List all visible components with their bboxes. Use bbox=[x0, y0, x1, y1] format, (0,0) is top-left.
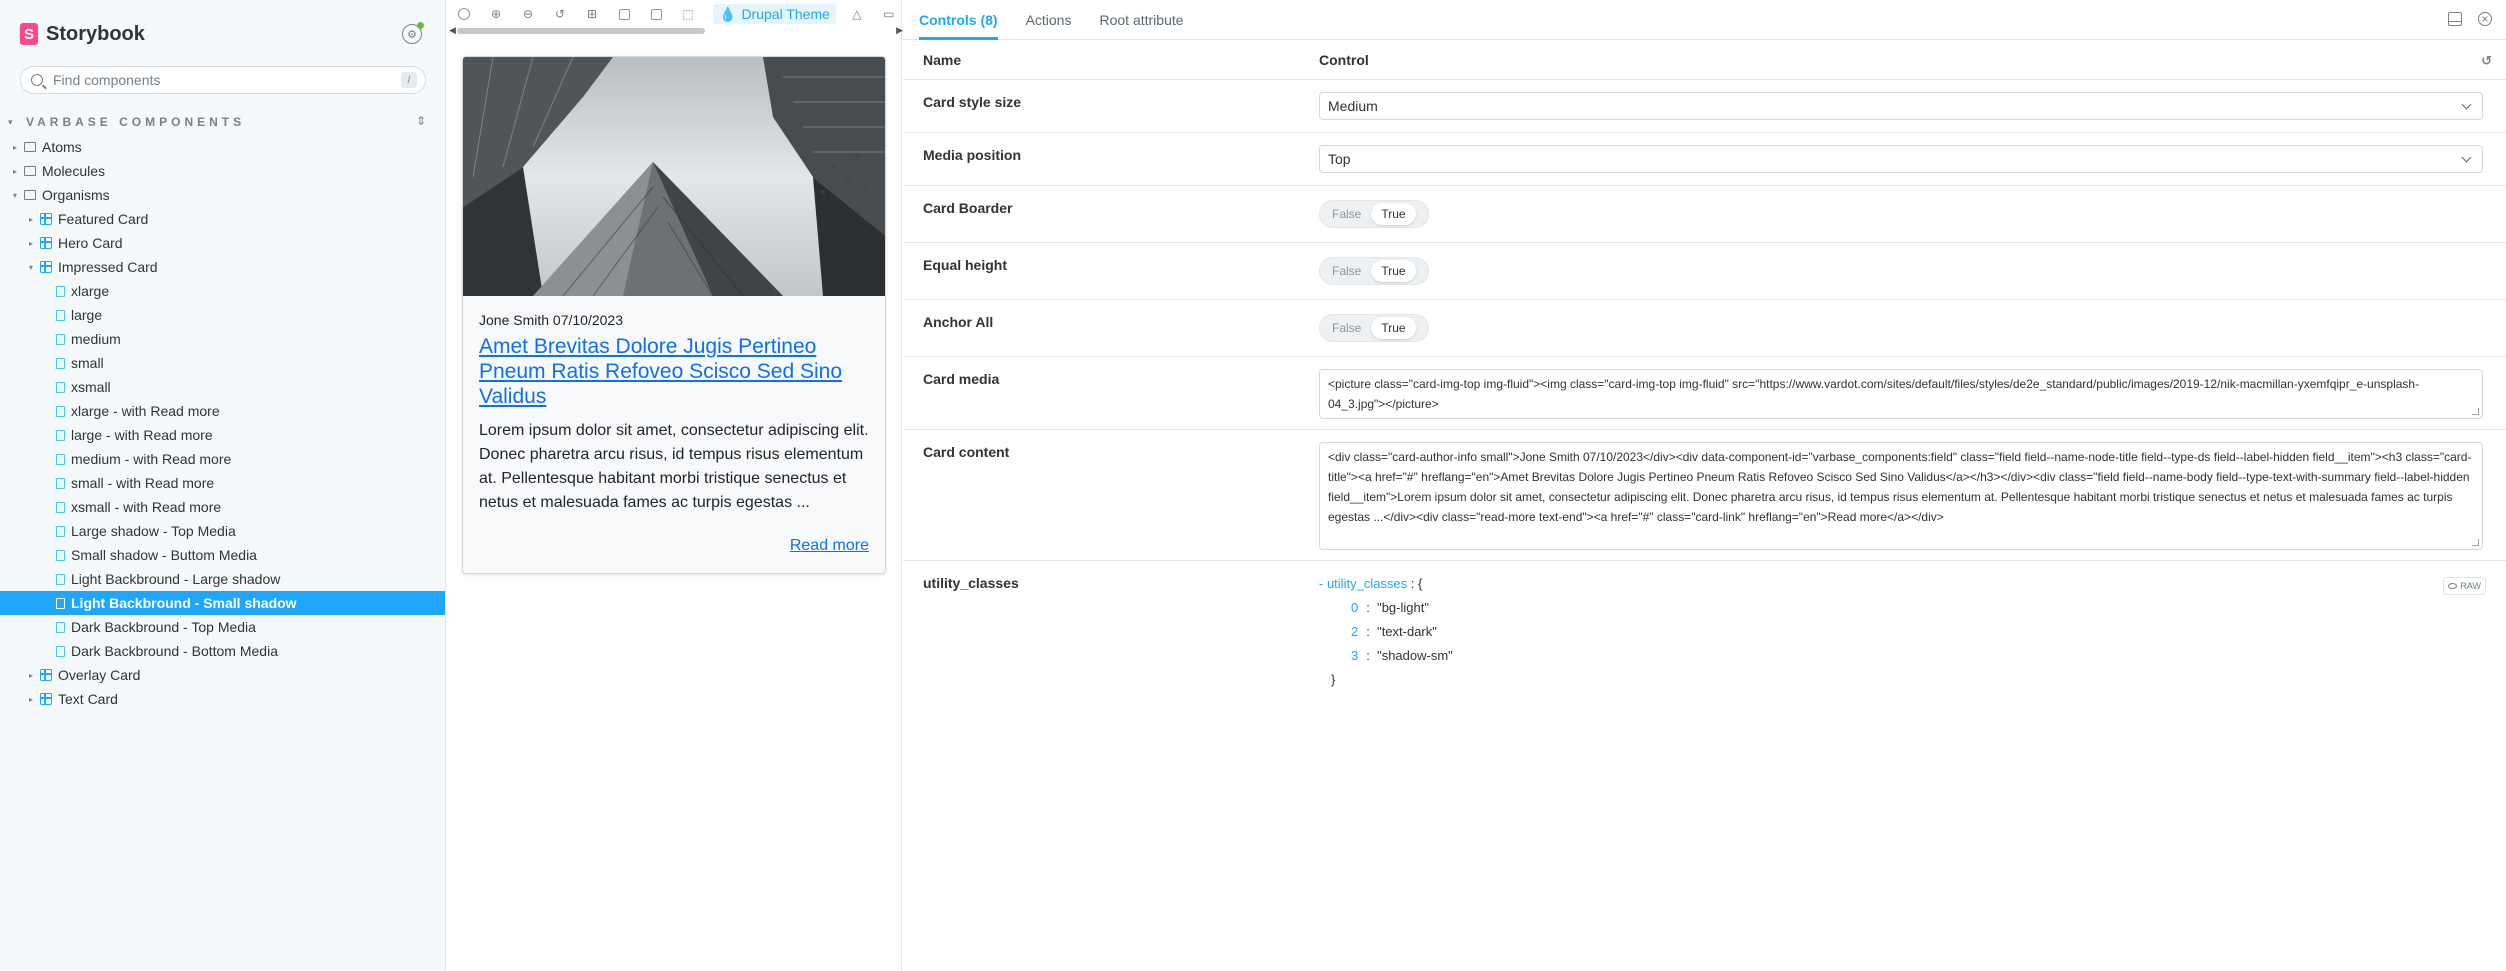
tree-item-label: xsmall bbox=[71, 379, 111, 395]
preview-panel bbox=[447, 0, 902, 971]
reload-icon[interactable] bbox=[457, 7, 471, 21]
chevron-down-icon bbox=[2462, 153, 2472, 163]
outline-icon[interactable]: ⬚ bbox=[682, 7, 694, 21]
card-title-link[interactable]: Amet Brevitas Dolore Jugis Pertineo Pneum Ratis Refoveo Scisco Sed Sino Validus bbox=[479, 335, 843, 408]
scroll-left-icon[interactable]: ◀ bbox=[449, 25, 456, 35]
story-item[interactable] bbox=[0, 279, 445, 303]
story-item[interactable] bbox=[0, 351, 445, 375]
component-tree bbox=[0, 135, 445, 711]
object-key: utility_classes bbox=[1326, 575, 1408, 591]
scroll-right-icon[interactable]: ▶ bbox=[896, 25, 903, 35]
folder-item[interactable] bbox=[0, 183, 445, 207]
control-row-card-style-size bbox=[903, 80, 2506, 133]
zoom-in-icon[interactable]: ⊕ bbox=[490, 7, 502, 21]
chevron-right-icon[interactable]: ▸ bbox=[28, 238, 33, 248]
search-box[interactable] bbox=[20, 66, 426, 94]
impressed-card bbox=[462, 56, 886, 574]
raw-toggle-button[interactable] bbox=[2443, 577, 2486, 595]
component-item[interactable] bbox=[0, 663, 445, 687]
component-item[interactable] bbox=[0, 231, 445, 255]
controls-table-header bbox=[903, 40, 2506, 80]
story-item[interactable] bbox=[0, 543, 445, 567]
card-author-info: Jone Smith 07/10/2023 bbox=[479, 312, 623, 328]
tab-controls[interactable]: Controls (8) bbox=[919, 0, 998, 39]
item-index: 3 bbox=[1351, 647, 1359, 663]
story-icon bbox=[56, 550, 65, 561]
chevron-down-icon[interactable]: ▾ bbox=[28, 262, 33, 272]
object-header[interactable]: - utility_classes : { bbox=[1319, 575, 1423, 591]
tree-item-label: Hero Card bbox=[58, 235, 123, 251]
update-badge bbox=[417, 22, 424, 29]
close-panel-icon[interactable]: ✕ bbox=[2478, 12, 2492, 26]
folder-icon bbox=[24, 190, 36, 200]
story-icon bbox=[56, 358, 65, 369]
story-icon bbox=[56, 622, 65, 633]
item-index: 2 bbox=[1351, 623, 1359, 639]
chevron-down-icon bbox=[2462, 100, 2472, 110]
search-shortcut-key: / bbox=[401, 72, 417, 88]
toggle-true[interactable]: True bbox=[1371, 260, 1415, 282]
reset-controls-icon[interactable]: ↺ bbox=[2481, 53, 2492, 68]
collapse-icon[interactable]: - bbox=[1319, 575, 1327, 591]
tab-root-attribute[interactable]: Root attribute bbox=[1099, 11, 1184, 28]
tree-item-label: large - with Read more bbox=[71, 427, 213, 443]
tree-item-label: Large shadow - Top Media bbox=[71, 523, 236, 539]
chevron-right-icon[interactable]: ▸ bbox=[28, 694, 33, 704]
control-name: utility_classes bbox=[923, 575, 1019, 591]
component-icon bbox=[40, 261, 52, 273]
droplet-icon: 💧 bbox=[719, 5, 737, 22]
tree-item-label: Atoms bbox=[42, 139, 82, 155]
preview-toolbar bbox=[447, 0, 902, 28]
tab-actions[interactable]: Actions bbox=[1025, 11, 1072, 28]
column-header-control: Control bbox=[1319, 52, 1369, 68]
chevron-right-icon[interactable]: ▸ bbox=[12, 142, 17, 152]
tree-item-label: Organisms bbox=[42, 187, 110, 203]
control-name: Equal height bbox=[923, 257, 1007, 273]
folder-icon bbox=[24, 142, 36, 152]
card-body bbox=[463, 296, 885, 515]
control-row-utility-classes bbox=[903, 561, 2506, 701]
sidebar bbox=[0, 0, 446, 971]
chevron-right-icon[interactable]: ▸ bbox=[28, 214, 33, 224]
zoom-out-icon[interactable]: ⊖ bbox=[522, 7, 534, 21]
folder-item[interactable] bbox=[0, 159, 445, 183]
tree-item-label: Overlay Card bbox=[58, 667, 141, 683]
story-item[interactable] bbox=[0, 399, 445, 423]
control-row-equal-height bbox=[903, 243, 2506, 300]
read-more-link[interactable]: Read more bbox=[789, 537, 869, 554]
item-index: 0 bbox=[1351, 599, 1359, 615]
story-item[interactable] bbox=[0, 519, 445, 543]
story-icon bbox=[56, 430, 65, 441]
story-item[interactable] bbox=[0, 639, 445, 663]
control-name: Anchor All bbox=[923, 314, 994, 330]
control-name: Card media bbox=[923, 371, 1000, 387]
background-icon[interactable] bbox=[617, 7, 631, 21]
folder-icon bbox=[24, 166, 36, 176]
toggle-true[interactable]: True bbox=[1371, 317, 1415, 339]
object-close-brace: } bbox=[1331, 671, 1336, 687]
card-style-size-select[interactable] bbox=[1319, 92, 2483, 120]
story-icon bbox=[56, 286, 65, 297]
tree-item-label: xlarge bbox=[71, 283, 110, 299]
card-content-textarea[interactable] bbox=[1319, 442, 2483, 550]
tree-item-label: Dark Backbround - Bottom Media bbox=[71, 643, 278, 659]
theme-switcher-button[interactable] bbox=[713, 4, 836, 24]
control-row-media-position bbox=[903, 133, 2506, 186]
tree-item-label: medium - with Read more bbox=[71, 451, 232, 467]
search-input[interactable] bbox=[53, 72, 393, 88]
card-media-image bbox=[463, 57, 886, 296]
control-row-card-boarder bbox=[903, 186, 2506, 243]
control-name: Card content bbox=[923, 444, 1010, 460]
grid-icon[interactable]: ⊞ bbox=[586, 7, 598, 21]
object-item[interactable]: 3 : "shadow-sm" bbox=[1351, 647, 1453, 663]
resize-handle-icon[interactable] bbox=[2472, 408, 2479, 415]
card-boarder-toggle[interactable] bbox=[1319, 200, 1429, 228]
control-name: Card style size bbox=[923, 94, 1022, 110]
object-open-brace: { bbox=[1418, 575, 1423, 591]
addons-panel bbox=[903, 0, 2506, 971]
textarea-value: <picture class="card-img-top img-fluid"><img class="card-img-top img-fluid" src="https://www.vardot.com/sites/default/files/styles/de2e_standard/public/images/2019-12/nik-macmillan-yxemfqipr_e-unsplash-04_3.jpg"></picture> bbox=[1328, 377, 2420, 411]
story-item[interactable] bbox=[0, 447, 445, 471]
raw-label: RAW bbox=[2460, 581, 2481, 591]
tree-item-label: Dark Backbround - Top Media bbox=[71, 619, 256, 635]
control-row-anchor-all bbox=[903, 300, 2506, 357]
measure-icon[interactable]: ▭ bbox=[883, 7, 895, 21]
story-item[interactable] bbox=[0, 495, 445, 519]
story-icon bbox=[56, 478, 65, 489]
resize-handle-icon[interactable] bbox=[2472, 539, 2479, 546]
eye-icon bbox=[2448, 583, 2457, 589]
story-item[interactable] bbox=[0, 591, 445, 615]
tree-item-label: small - with Read more bbox=[71, 475, 215, 491]
component-item[interactable] bbox=[0, 255, 445, 279]
story-icon bbox=[56, 454, 65, 465]
story-item[interactable] bbox=[0, 615, 445, 639]
tree-item-label: Light Backbround - Large shadow bbox=[71, 571, 281, 587]
component-icon bbox=[40, 693, 52, 705]
select-value: Top bbox=[1328, 151, 1351, 167]
object-item[interactable]: 2 : "text-dark" bbox=[1351, 623, 1437, 639]
tree-item-label: small bbox=[71, 355, 104, 371]
control-row-card-media bbox=[903, 357, 2506, 430]
component-icon bbox=[40, 669, 52, 681]
brand-name: Storybook bbox=[46, 22, 145, 45]
theme-label: Drupal Theme bbox=[741, 6, 830, 22]
tree-item-label: xsmall - with Read more bbox=[71, 499, 222, 515]
settings-icon[interactable]: ⚙ bbox=[402, 24, 422, 44]
story-icon bbox=[56, 334, 65, 345]
story-item[interactable] bbox=[0, 567, 445, 591]
folder-item[interactable] bbox=[0, 135, 445, 159]
accessibility-icon[interactable]: △ bbox=[852, 7, 862, 21]
tree-item-label: Text Card bbox=[58, 691, 118, 707]
toggle-false[interactable]: False bbox=[1332, 207, 1362, 221]
item-value[interactable]: "bg-light" bbox=[1377, 599, 1429, 615]
story-item[interactable] bbox=[0, 423, 445, 447]
tree-item-label: Small shadow - Buttom Media bbox=[71, 547, 257, 563]
item-value[interactable]: "text-dark" bbox=[1377, 623, 1437, 639]
component-icon bbox=[40, 213, 52, 225]
section-title: VARBASE COMPONENTS bbox=[26, 115, 246, 129]
story-item[interactable] bbox=[0, 303, 445, 327]
viewport-icon[interactable] bbox=[649, 7, 663, 21]
chevron-right-icon[interactable]: ▸ bbox=[28, 670, 33, 680]
storybook-logo-icon: S bbox=[20, 23, 38, 45]
anchor-all-toggle[interactable] bbox=[1319, 314, 1429, 342]
story-item[interactable] bbox=[0, 375, 445, 399]
toggle-false[interactable]: False bbox=[1332, 321, 1362, 335]
control-row-card-content bbox=[903, 430, 2506, 561]
story-icon bbox=[56, 646, 65, 657]
card-body-text: Lorem ipsum dolor sit amet, consectetur adipiscing elit. Donec pharetra arcu risus, id tempus risus elementum at. Pellentesque habitant morbi tristique senectus et netus et malesuada fames ac turpis egestas ... bbox=[479, 422, 869, 511]
toggle-true[interactable]: True bbox=[1371, 203, 1415, 225]
control-name: Media position bbox=[923, 147, 1021, 163]
chevron-down-icon[interactable]: ▾ bbox=[12, 190, 17, 200]
component-item[interactable] bbox=[0, 207, 445, 231]
section-header[interactable] bbox=[8, 114, 426, 130]
zoom-reset-icon[interactable]: ↺ bbox=[554, 7, 566, 21]
object-item[interactable]: 0 : "bg-light" bbox=[1351, 599, 1429, 615]
toolbar-scrollbar[interactable] bbox=[449, 25, 903, 35]
skyscraper-photo bbox=[463, 57, 886, 296]
utility-classes-object-editor[interactable] bbox=[1319, 571, 1453, 691]
tree-item-label: Light Backbround - Small shadow bbox=[71, 595, 297, 611]
tree-item-label: Featured Card bbox=[58, 211, 149, 227]
story-icon bbox=[56, 502, 65, 513]
chevron-right-icon[interactable]: ▸ bbox=[12, 166, 17, 176]
story-icon bbox=[56, 310, 65, 321]
addon-tabs bbox=[903, 0, 2506, 40]
panel-layout-icon[interactable] bbox=[2448, 12, 2462, 26]
tree-item-label: xlarge - with Read more bbox=[71, 403, 220, 419]
storybook-brand[interactable] bbox=[20, 22, 145, 46]
select-value: Medium bbox=[1328, 98, 1378, 114]
story-item[interactable] bbox=[0, 471, 445, 495]
control-name: Card Boarder bbox=[923, 200, 1013, 216]
column-header-name: Name bbox=[923, 52, 962, 68]
tree-item-label: Impressed Card bbox=[58, 259, 158, 275]
tree-item-label: large bbox=[71, 307, 103, 323]
expand-collapse-icon[interactable]: ⇕ bbox=[415, 114, 426, 128]
media-position-select[interactable] bbox=[1319, 145, 2483, 173]
item-value[interactable]: "shadow-sm" bbox=[1377, 647, 1453, 663]
tree-item-label: Molecules bbox=[42, 163, 106, 179]
tree-item-label: medium bbox=[71, 331, 121, 347]
controls-table bbox=[903, 40, 2506, 701]
textarea-value: <div class="card-author-info small">Jone Smith 07/10/2023</div><div data-component-id="varbase_components:field" class="field field--name-node-title field--type-ds field--label-hidden field__item"><h3 class="card-title"><a href="#" hreflang="en">Amet Brevitas Dolore Jugis Pertineo Pneum Ratis Refoveo Scisco Sed Sino Validus</a></h3></div><div class="field field--name-body field--type-text-with-summary field--label-hidden field__item">Lorem ipsum dolor sit amet, consectetur adipiscing elit. Donec pharetra arcu risus, id tempus risus elementum at. Pellentesque habitant morbi tristique senectus et netus et malesuada fames ac turpis egestas ...</div><div class="read-more text-end"><a href="#" class="card-link" hreflang="en">Read more</a></div> bbox=[1328, 450, 2472, 524]
story-icon bbox=[56, 382, 65, 393]
story-icon bbox=[56, 598, 65, 609]
story-item[interactable] bbox=[0, 327, 445, 351]
component-item[interactable] bbox=[0, 687, 445, 711]
story-icon bbox=[56, 526, 65, 537]
component-icon bbox=[40, 237, 52, 249]
object-footer bbox=[1319, 667, 1453, 691]
toggle-false[interactable]: False bbox=[1332, 264, 1362, 278]
equal-height-toggle[interactable] bbox=[1319, 257, 1429, 285]
story-icon bbox=[56, 406, 65, 417]
chevron-down-icon: ▾ bbox=[8, 116, 13, 127]
scrollbar-thumb[interactable] bbox=[457, 28, 705, 34]
story-icon bbox=[56, 574, 65, 585]
card-media-textarea[interactable] bbox=[1319, 369, 2483, 419]
search-icon bbox=[31, 74, 43, 86]
